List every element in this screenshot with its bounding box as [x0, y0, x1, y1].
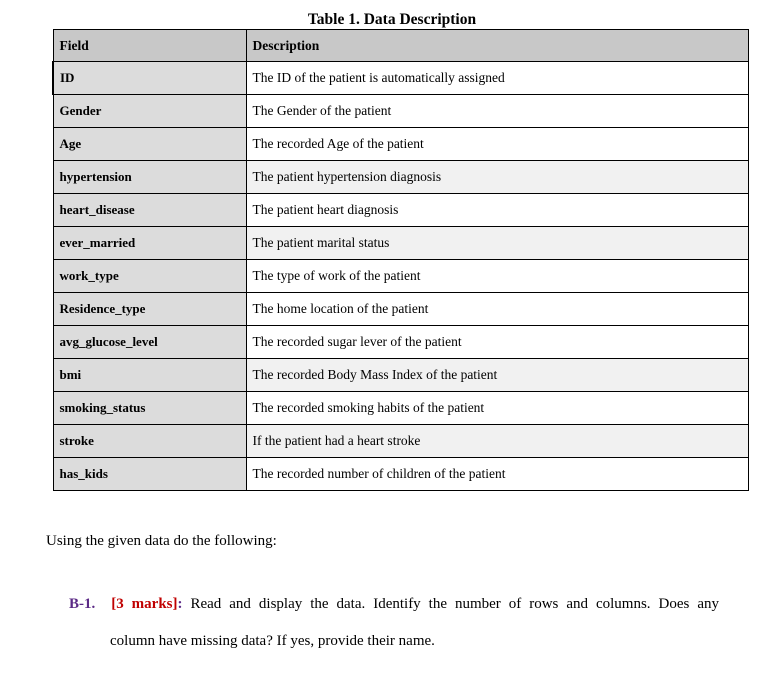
question-colon: :: [177, 596, 183, 612]
question-text-line-2: column have missing data? If yes, provide their name.: [110, 633, 435, 649]
table-row: [53, 293, 748, 326]
field-cell: stroke: [53, 425, 246, 458]
field-cell: has_kids: [53, 458, 246, 491]
table-row: [53, 128, 748, 161]
table-row: [53, 161, 748, 194]
table-caption: Table 1. Data Description: [307, 11, 477, 28]
description-cell: The recorded smoking habits of the patient: [246, 392, 748, 425]
description-cell: The recorded Body Mass Index of the patient: [246, 359, 748, 392]
field-cell: smoking_status: [53, 392, 246, 425]
description-cell: The type of work of the patient: [246, 260, 748, 293]
question-b1: [69, 586, 719, 660]
table-row: [53, 392, 748, 425]
description-cell: The recorded sugar lever of the patient: [246, 326, 748, 359]
field-cell: Age: [53, 128, 246, 161]
field-cell: bmi: [53, 359, 246, 392]
description-cell: The ID of the patient is automatically assigned: [246, 62, 748, 95]
table-row: [53, 458, 748, 491]
field-cell: Gender: [53, 95, 246, 128]
table-row: [53, 62, 748, 95]
description-cell: The patient hypertension diagnosis: [246, 161, 748, 194]
table-row: [53, 260, 748, 293]
header-description: Description: [246, 30, 748, 62]
field-cell: work_type: [53, 260, 246, 293]
table-row: [53, 194, 748, 227]
description-cell: The patient marital status: [246, 227, 748, 260]
field-cell: ever_married: [53, 227, 246, 260]
description-cell: The recorded Age of the patient: [246, 128, 748, 161]
table-row: [53, 359, 748, 392]
description-cell: If the patient had a heart stroke: [246, 425, 748, 458]
field-cell: heart_disease: [53, 194, 246, 227]
description-cell: The patient heart diagnosis: [246, 194, 748, 227]
field-cell: avg_glucose_level: [53, 326, 246, 359]
question-line-1: [69, 586, 719, 623]
field-cell: ID: [53, 62, 246, 95]
table-row: [53, 227, 748, 260]
header-field: Field: [53, 30, 246, 62]
instructions-intro: Using the given data do the following:: [46, 533, 277, 549]
table-header-row: [53, 30, 748, 62]
table-row: [53, 326, 748, 359]
description-cell: The home location of the patient: [246, 293, 748, 326]
question-marks: [3 marks]: [111, 596, 178, 612]
data-description-table: [52, 29, 749, 491]
field-cell: Residence_type: [53, 293, 246, 326]
table-row: [53, 425, 748, 458]
table-row: [53, 95, 748, 128]
question-number: B-1.: [69, 596, 96, 612]
description-cell: The Gender of the patient: [246, 95, 748, 128]
field-cell: hypertension: [53, 161, 246, 194]
question-text-line-1: Read and display the data. Identify the number of rows and columns. Does any: [182, 596, 719, 612]
description-cell: The recorded number of children of the patient: [246, 458, 748, 491]
